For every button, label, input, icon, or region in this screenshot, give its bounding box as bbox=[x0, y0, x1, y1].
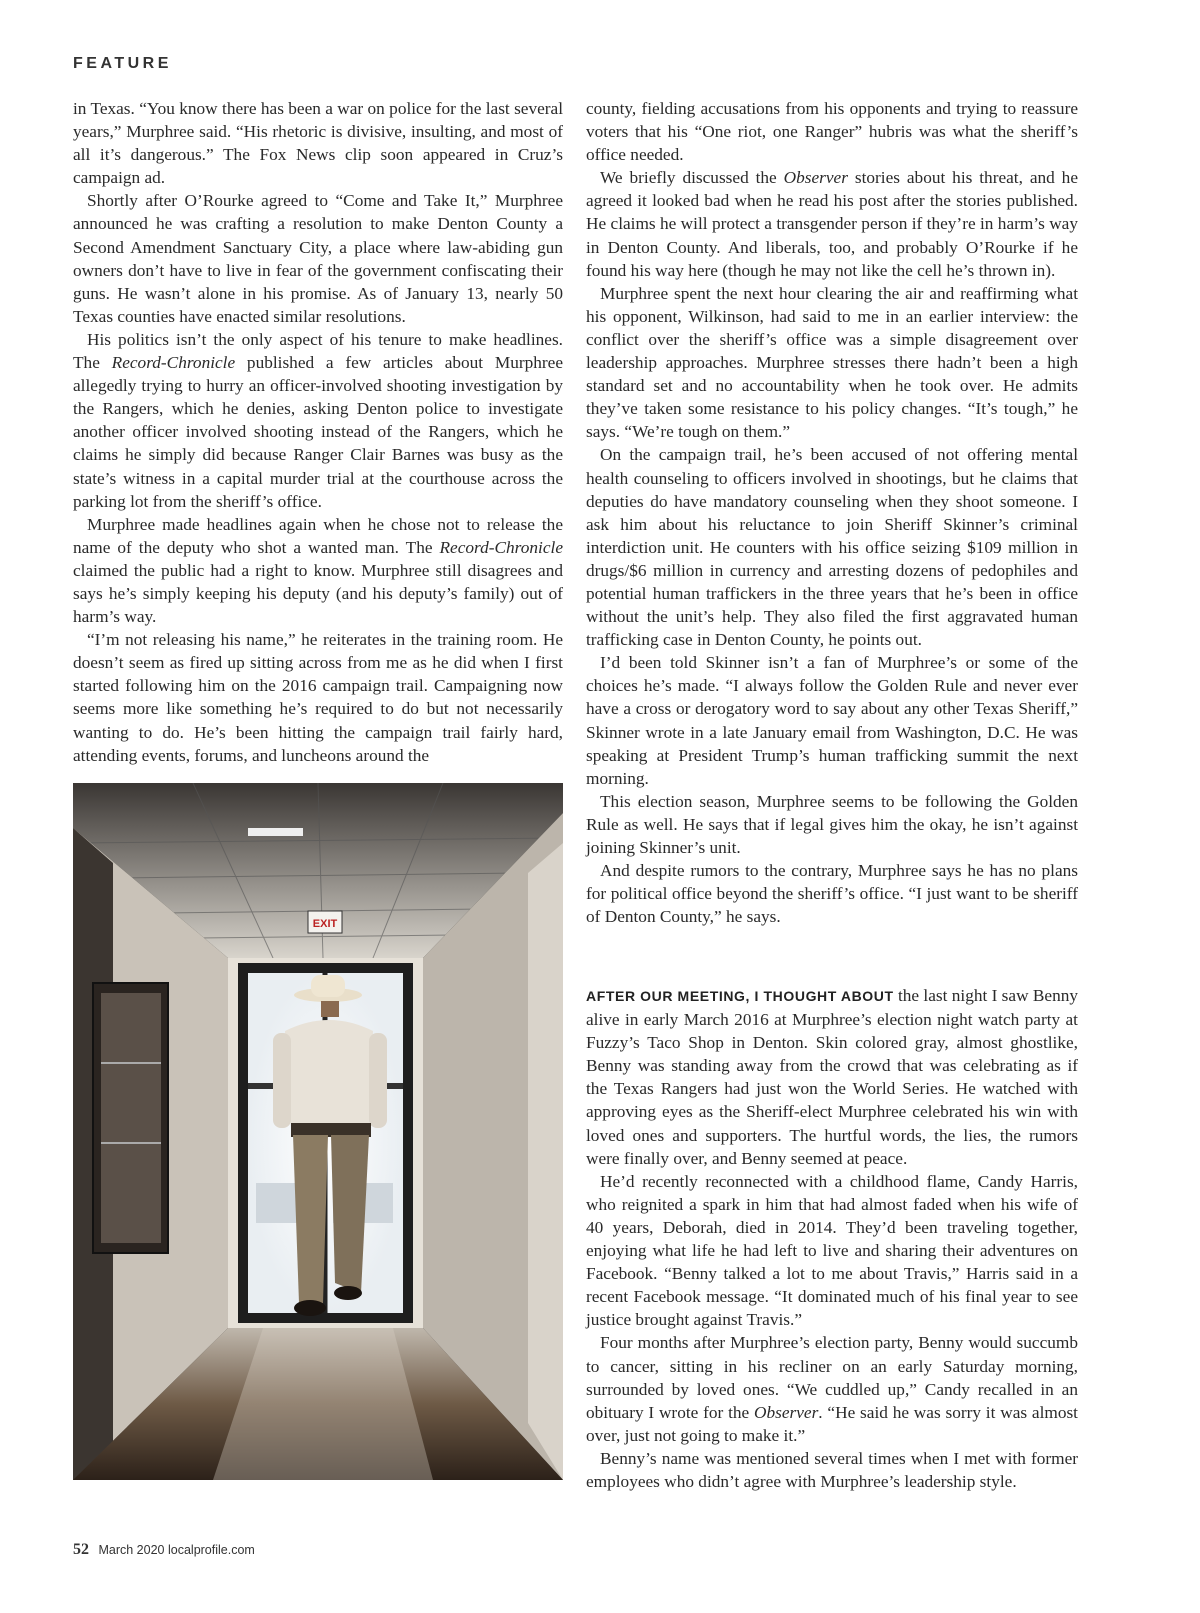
publication-name: Observer bbox=[753, 1402, 819, 1422]
exit-sign: EXIT bbox=[312, 918, 338, 930]
text-run: Murphree made headlines again when he chose not to release the name of the deputy who shot a wanted man. The bbox=[73, 514, 563, 557]
article-column-left bbox=[73, 97, 563, 767]
paragraph bbox=[73, 328, 563, 513]
paragraph: This election season, Murphree seems to be following the Golden Rule as well. He says that if legal gives him the okay, he isn’t against joining Skinner’s unit. bbox=[586, 791, 1078, 857]
paragraph: Murphree spent the next hour clearing the air and reaffirming what his opponent, Wilkinson, had said to me in an earlier interview: the conflict over the sheriff’s office was a simple disagreement over leadership approaches. Murphree stresses there hadn’t been a high standard set and no accountability when he took over. He admits they’ve taken some resistance to his policy changes. “It’s tough,” he says. “We’re tough on them.” bbox=[586, 283, 1078, 442]
paragraph: county, fielding accusations from his opponents and trying to reassure voters that his “One riot, one Ranger” hubris was what the sheriff’s office needed. bbox=[586, 99, 1078, 165]
paragraph: I’d been told Skinner isn’t a fan of Murphree’s or some of the choices he’s made. “I always follow the Golden Rule and never ever have a cross or derogatory word to say about any other Texas Sheriff,” Skinner wrote in a late January email from Washington, D.C. He was speaking at President Trump’s human trafficking summit the next morning. bbox=[586, 653, 1078, 788]
publication-name: Record-Chronicle bbox=[111, 353, 236, 373]
text-run: published a few articles about Murphree allegedly trying to hurry an officer-involved shooting investigation by the Rangers, which he denies, asking Denton police to investigate another officer involved shooting instead of the Rangers, which he claims he simply did because Ranger Clair Barnes was busy as the state’s witness in a capital murder trial at the courthouse across the parking lot from the sheriff’s office. bbox=[73, 353, 564, 511]
paragraph: “I’m not releasing his name,” he reiterates in the training room. He doesn’t seem as fired up sitting across from me as he did when I first started following him on the 2016 campaign trail. Campaigning now seems more like something he’s required to do but not necessarily wanting to do. He’s been hitting the campaign trail fairly hard, attending events, forums, and luncheons around the bbox=[73, 630, 563, 765]
publication-name: Record-Chronicle bbox=[439, 537, 563, 557]
text-run: Four months after Murphree’s election party, Benny would succumb to cancer, sitting in his recliner on an early Saturday morning, surrounded by loved ones. “We cuddled up,” Candy recalled in an obituary I wrote for the bbox=[586, 1333, 1078, 1422]
website-link[interactable]: localprofile.com bbox=[167, 1543, 255, 1557]
hallway-photo bbox=[73, 783, 563, 1480]
section-lead-in: AFTER OUR MEETING, I THOUGHT ABOUT bbox=[586, 988, 894, 1004]
paragraph: Benny’s name was mentioned several times when I met with former employees who didn’t agree with Murphree’s leadership style. bbox=[586, 1448, 1078, 1491]
text-run: We briefly discussed the bbox=[600, 168, 784, 188]
paragraph: He’d recently reconnected with a childhood flame, Candy Harris, who reignited a spark in him that had almost faded when his wife of 40 years, Deborah, died in 2014. They’d been traveling together, enjoying what life he had left to live and sharing their adventures on Facebook. “Benny talked a lot to me about Travis,” Harris said in a recent Facebook message. “It dominated much of his final year to see justice brought against Travis.” bbox=[586, 1171, 1078, 1330]
page-footer bbox=[73, 1541, 255, 1559]
paragraph: Shortly after O’Rourke agreed to “Come and Take It,” Murphree announced he was crafting a resolution to make Denton County a Second Amendment Sanctuary City, a place where law-abiding gun owners don’t have to live in fear of the government confiscating their guns. He wasn’t alone in his promise. As of January 13, nearly 50 Texas counties have enacted similar resolutions. bbox=[73, 191, 563, 326]
text-run: stories about his threat, and he agreed it looked bad when he read his post after the stories published. He claims he will protect a transgender person if they’re in harm’s way in Denton County. And liberals, too, and probably O’Rourke if he found his way here (though he may not like the cell he’s thrown in). bbox=[586, 168, 1078, 280]
issue-date: March 2020 bbox=[98, 1543, 165, 1557]
article-column-right-bottom bbox=[586, 984, 1078, 1493]
article-column-right-top bbox=[586, 97, 1078, 928]
paragraph: in Texas. “You know there has been a war on police for the last several years,” Murphree said. “His rhetoric is divisive, insulting, and most of all it’s dangerous.” The Fox News clip soon appeared in Cruz’s campaign ad. bbox=[73, 99, 563, 188]
page-number: 52 bbox=[73, 1541, 89, 1558]
text-run: the last night I saw Benny alive in early March 2016 at Murphree’s election night watch party at Fuzzy’s Taco Shop in Denton. Skin colored gray, almost ghostlike, Benny was standing away from the crowd that was celebrating as if the Texas Rangers had just won the World Series. He watched with approving eyes as the Sheriff-elect Murphree celebrated his win with loved ones and supporters. The hurtful words, the lies, the rumors were finally over, and Benny seemed at peace. bbox=[586, 986, 1078, 1168]
paragraph bbox=[73, 513, 563, 628]
publication-name: Observer bbox=[783, 168, 848, 188]
section-label: FEATURE bbox=[73, 55, 172, 72]
paragraph bbox=[586, 984, 1078, 1170]
text-run: His politics isn’t the only aspect of his tenure to make headlines. The bbox=[73, 329, 563, 373]
paragraph bbox=[586, 166, 1078, 281]
paragraph: On the campaign trail, he’s been accused of not offering mental health counseling to officers involved in shootings, but he claims that deputies do have mandatory counseling when they shoot someone. I ask him about his reluctance to join Sheriff Skinner’s criminal interdiction unit. He counters with his office seizing $109 million in drugs/$6 million in currency and arresting dozens of pedophiles and potential human traffickers in the three years that he’s been in office without the unit’s help. They also filed the first aggravated human trafficking case in Denton County, he points out. bbox=[586, 445, 1078, 650]
text-run: . “He said he was sorry it was almost over, just not going to make it.” bbox=[586, 1402, 1078, 1445]
paragraph bbox=[586, 1331, 1078, 1446]
paragraph: And despite rumors to the contrary, Murphree says he has no plans for political office beyond the sheriff’s office. “I just want to be sheriff of Denton County,” he says. bbox=[586, 861, 1078, 927]
text-run: claimed the public had a right to know. Murphree still disagrees and says he’s simply keeping his deputy (and his deputy’s family) out of harm’s way. bbox=[73, 560, 563, 627]
